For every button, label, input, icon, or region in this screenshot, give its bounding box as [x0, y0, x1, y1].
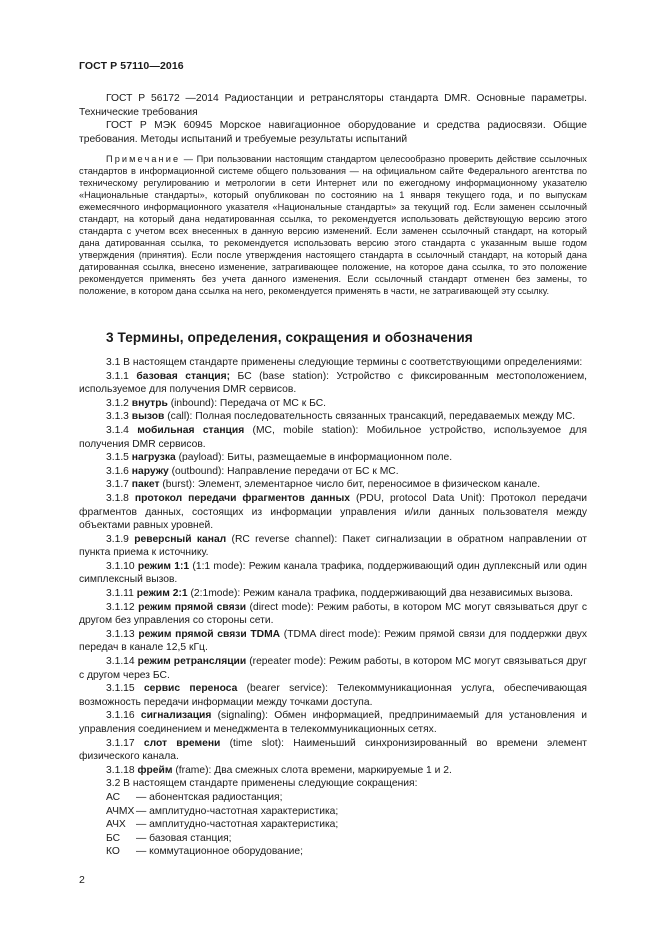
document-body	[79, 92, 587, 859]
definition-text: (repeater mode): Режим работы, в котором МС могут связываться друг с другом через БС.	[79, 656, 587, 681]
definition-number: 3.1.11	[106, 588, 137, 600]
definition-term: мобильная станция	[137, 424, 245, 436]
definition-number: 3.1.5	[106, 452, 132, 464]
definition-text: (call): Полная последовательность связанных трансакций, передаваемых между МС.	[164, 411, 576, 423]
definition-text: (bearer service): Телекоммуникационная услуга, обеспечивающая возможность передачи информации между точками доступа.	[79, 683, 587, 708]
definition-term: нагрузка	[131, 452, 176, 464]
document-header: ГОСТ Р 57110—2016	[79, 60, 184, 72]
definition-text: (TDMA direct mode): Режим прямой связи для поддержки двух передач в канале 12,5 кГц.	[79, 628, 587, 654]
definition-number: 3.1.2	[106, 397, 132, 409]
page-number: 2	[79, 874, 85, 886]
definition-text: (PDU, protocol Data Unit): Протокол передачи фрагментов данных, состоящих из информации управления и/или данных пользователя между объектами равных уровней.	[79, 492, 588, 532]
abbreviation-item	[79, 845, 587, 859]
definition-text: (1:1 mode): Режим канала трафика, поддерживающий один дуплексный или один симплексный вызов.	[79, 560, 587, 586]
definition-term: пакет	[131, 479, 160, 491]
note-label: Примечание	[106, 154, 181, 165]
reference-item: ГОСТ Р МЭК 60945 Морское навигационное оборудование и средства радиосвязи. Общие требования. Методы испытаний и требуемые результаты испытаний	[79, 120, 587, 145]
definition-number: 3.1.3	[106, 411, 132, 423]
abbreviation-key: АЧХ	[106, 819, 126, 831]
definition-text: (inbound): Передача от МС к БС.	[167, 397, 327, 409]
definition-number: 3.1.7	[106, 479, 132, 491]
note-paragraph	[79, 153, 587, 297]
abbreviation-key: АС	[106, 791, 121, 803]
abbreviation-item	[79, 805, 587, 819]
definition-term: слот времени	[143, 737, 221, 749]
definition-term: вызов	[131, 411, 165, 423]
definitions-list	[79, 370, 587, 778]
normative-references	[79, 92, 587, 146]
abbreviation-item	[79, 832, 587, 846]
definition-item	[79, 737, 587, 764]
abbreviations-intro: 3.2 В настоящем стандарте применены следующие сокращения:	[106, 778, 418, 790]
definition-number: 3.1.10	[106, 560, 138, 572]
definition-text: (signaling): Обмен информацией, предпринимаемый для установления и управления соединением и менеджмента в телекоммуникационных сетях.	[79, 710, 587, 735]
definition-item	[79, 628, 587, 655]
definition-text: (time slot): Наименьший синхронизированный во времени элемент физического канала.	[79, 737, 587, 763]
definition-term: режим ретрансляции	[137, 656, 247, 668]
definition-number: 3.1.14	[106, 656, 138, 668]
definition-number: 3.1.9	[106, 533, 135, 545]
definition-item	[79, 655, 587, 682]
definition-text: (direct mode): Режим работы, в котором МС могут связываться друг с другом без управления со стороны сети.	[79, 601, 587, 627]
definition-item	[79, 709, 587, 736]
definition-text: (burst): Элемент, элементарное число бит, переносимое в физическом канале.	[159, 479, 541, 491]
definition-number: 3.1.16	[106, 710, 141, 722]
definition-term: сигнализация	[140, 710, 212, 722]
abbreviation-key: КО	[106, 846, 120, 858]
definition-term: сервис переноса	[143, 683, 238, 695]
abbreviation-key: АЧМХ	[106, 805, 135, 817]
abbreviation-meaning: — коммутационное оборудование;	[136, 846, 303, 858]
definition-term: внутрь	[131, 397, 168, 409]
definition-term: реверсный канал	[134, 533, 227, 545]
definition-text: БС (base station): Устройство с фиксированным местоположением, используемое для получения DMR сервисов.	[79, 370, 588, 396]
terms-intro: 3.1 В настоящем стандарте применены следующие термины с соответствующими определениями:	[106, 356, 583, 368]
definition-number: 3.1.4	[106, 424, 138, 436]
definition-number: 3.1.18	[106, 764, 138, 776]
abbreviation-meaning: — амплитудно-частотная характеристика;	[136, 819, 339, 831]
abbreviation-item	[79, 791, 587, 805]
definition-term: режим прямой связи	[138, 601, 247, 613]
definition-term: режим прямой связи TDMA	[138, 628, 281, 640]
definition-number: 3.1.15	[106, 683, 144, 695]
definition-text: (2:1mode): Режим канала трафика, поддерживающий два независимых вызова.	[187, 588, 573, 600]
definition-item	[79, 492, 587, 533]
abbreviation-meaning: — базовая станция;	[136, 832, 232, 844]
definition-item	[79, 410, 587, 424]
definition-term: базовая станция;	[136, 370, 231, 382]
definition-item	[79, 764, 587, 778]
definition-item	[79, 370, 587, 397]
definition-number: 3.1.13	[106, 628, 139, 640]
definition-term: наружу	[131, 465, 169, 477]
definition-number: 3.1.8	[106, 492, 135, 504]
definition-item	[79, 533, 587, 560]
definition-item	[79, 397, 587, 411]
definition-item	[79, 560, 587, 587]
definition-text: (payload): Биты, размещаемые в информационном поле.	[175, 452, 453, 464]
definition-term: протокол передачи фрагментов данных	[134, 492, 350, 504]
reference-item: ГОСТ Р 56172 —2014 Радиостанции и ретрансляторы стандарта DMR. Основные параметры. Технические требования	[79, 93, 587, 118]
definition-item	[79, 465, 587, 479]
definition-term: фрейм	[137, 764, 173, 776]
definition-number: 3.1.1	[106, 370, 137, 382]
definition-item	[79, 424, 587, 451]
definition-text: (МС, mobile station): Мобильное устройство, используемое для получения DMR сервисов.	[79, 424, 587, 450]
definition-item	[79, 682, 587, 709]
definition-number: 3.1.6	[106, 465, 132, 477]
abbreviation-meaning: — абонентская радиостанция;	[136, 791, 283, 803]
definition-text: (RC reverse channel): Пакет сигнализации в обратном направлении от пункта приема к источнику.	[79, 533, 588, 559]
definition-term: режим 2:1	[136, 588, 188, 600]
definition-text: (outbound): Направление передачи от БС к МС.	[168, 465, 399, 477]
definition-number: 3.1.17	[106, 737, 144, 749]
definition-item	[79, 587, 587, 601]
definition-term: режим 1:1	[137, 560, 190, 572]
abbreviation-key: БС	[106, 832, 121, 844]
note-text: — При пользовании настоящим стандартом целесообразно проверить действие ссылочных стандартов в информационной системе общего пользования — на официальном сайте Федерального агентства по техническому регулированию и метрологии в сети Интернет или по ежегодному информационному указателю «Национальные стандарты», который опубликован по состоянию на 1 января текущего года, и по выпускам ежемесячного информационного указателя «Национальные стандарты» за текущий год. Если заменен ссылочный стандарт, на который дана недатированная ссылка, то рекомендуется использовать действующую версию этого стандарта с учетом всех внесенных в данную версию изменений. Если заменен ссылочный стандарт, на который дана датированная ссылка, то рекомендуется использовать версию этого стандарта с указанным выше годом утверждения (принятия). Если после утверждения настоящего стандарта в ссылочный стандарт, на который дана датированная ссылка, внесено изменение, затрагивающее положение, на которое дана ссылка, то это положение рекомендуется применять без учета данного изменения. Если ссылочный стандарт отменен без замены, то положение, в котором дана ссылка на него, рекомендуется применять в части, не затрагивающей эту ссылку.	[79, 154, 587, 297]
abbreviation-meaning: — амплитудно-частотная характеристика;	[136, 805, 339, 817]
definition-text: (frame): Два смежных слота времени, маркируемые 1 и 2.	[172, 764, 452, 776]
definition-item	[79, 601, 587, 628]
abbreviation-item	[79, 818, 587, 832]
definition-item	[79, 451, 587, 465]
definition-number: 3.1.12	[106, 601, 139, 613]
section-title: 3 Термины, определения, сокращения и обозначения	[106, 330, 473, 346]
abbreviations-list	[79, 791, 587, 859]
definition-item	[79, 478, 587, 492]
